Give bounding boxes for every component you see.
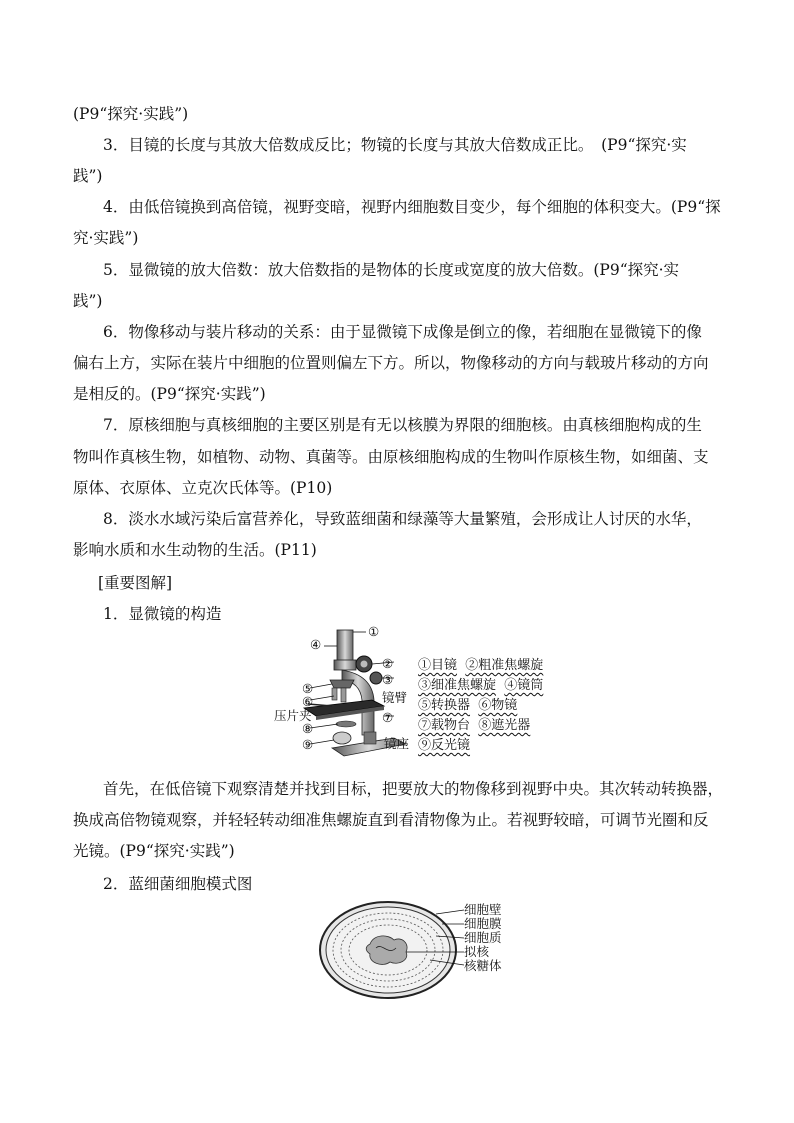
text-line: 3．目镜的长度与其放大倍数成反比；物镜的长度与其放大倍数成正比。 (P9“探究·实 (103, 136, 687, 154)
label-arm: 镜臂 (382, 690, 408, 705)
legend-row (418, 654, 543, 673)
legend-item: ①目镜 (418, 658, 458, 673)
text-line: 7．原核细胞与真核细胞的主要区别是有无以核膜为界限的细胞核。由真核细胞构成的生 (103, 416, 702, 434)
marker-7: ⑦ (382, 710, 394, 725)
legend-row (418, 674, 543, 693)
text-line: 物叫作真核生物，如植物、动物、真菌等。由原核细胞构成的生物叫作原核生物，如细菌、支 (73, 448, 709, 466)
section-subheading: 1．显微镜的构造 (103, 605, 222, 623)
legend-item: ⑤转换器 (418, 698, 471, 713)
marker-9: ⑨ (302, 737, 314, 752)
label-cell-membrane: 细胞膜 (464, 916, 502, 931)
cell-illustration (318, 898, 478, 1002)
legend-item: ⑧遮光器 (478, 718, 531, 733)
marker-5: ⑤ (302, 681, 314, 696)
section-heading: [重要图解] (98, 574, 173, 592)
legend-item: ⑥物镜 (478, 698, 518, 713)
legend-item: ⑨反光镜 (418, 738, 471, 753)
text-line: 究·实践”) (73, 229, 139, 247)
legend-row (418, 714, 530, 733)
marker-4: ④ (310, 637, 322, 652)
text-line: 首先，在低倍镜下观察清楚并找到目标，把要放大的物像移到视野中央。其次转动转换器， (103, 780, 724, 798)
legend-item: ②粗准焦螺旋 (465, 658, 544, 673)
section-subheading: 2．蓝细菌细胞模式图 (103, 875, 253, 893)
text-line: 6．物像移动与装片移动的关系：由于显微镜下成像是倒立的像，若细胞在显微镜下的像 (103, 323, 702, 341)
text-line: 原体、衣原体、立克次氏体等。(P10) (73, 479, 333, 497)
marker-1: ① (368, 624, 380, 639)
text-line: (P9“探究·实践”) (73, 105, 189, 123)
label-base: 镜座 (384, 736, 410, 751)
legend-row (418, 734, 470, 753)
text-line: 4．由低倍镜换到高倍镜，视野变暗，视野内细胞数目变少，每个细胞的体积变大。(P9“探 (103, 198, 721, 216)
text-line: 5．显微镜的放大倍数：放大倍数指的是物体的长度或宽度的放大倍数。(P9“探究·实 (103, 261, 680, 279)
label-cytoplasm: 细胞质 (464, 930, 502, 945)
legend-item: ⑦载物台 (418, 718, 471, 733)
marker-3: ③ (382, 672, 394, 687)
cyanobacteria-cell-diagram (318, 898, 518, 1002)
marker-8: ⑧ (302, 721, 314, 736)
text-line: 践”) (73, 292, 103, 310)
label-stage-clip: 压片夹 (274, 708, 312, 723)
text-line: 光镜。(P9“探究·实践”) (73, 842, 235, 860)
label-ribosome: 核糖体 (464, 958, 502, 973)
label-cell-wall: 细胞壁 (464, 902, 502, 917)
legend-item: ③细准焦螺旋 (418, 678, 497, 693)
text-line: 影响水质和水生动物的生活。(P11) (73, 541, 317, 559)
text-line: 换成高倍物镜观察，并轻轻转动细准焦螺旋直到看清物像为止。若视野较暗，可调节光圈和反 (73, 811, 709, 829)
label-nucleoid: 拟核 (464, 944, 490, 959)
legend-row (418, 694, 517, 713)
text-line: 偏右上方，实际在装片中细胞的位置则偏左下方。所以，物像移动的方向与载玻片移动的方向 (73, 354, 709, 372)
text-line: 8．淡水水域污染后富营养化，导致蓝细菌和绿藻等大量繁殖，会形成让人讨厌的水华， (103, 510, 702, 528)
marker-2: ② (382, 656, 394, 671)
marker-6: ⑥ (302, 694, 314, 709)
legend-item: ④镜筒 (504, 678, 544, 693)
text-line: 是相反的。(P9“探究·实践”) (73, 385, 266, 403)
text-line: 践”) (73, 167, 103, 185)
microscope-diagram (272, 620, 562, 760)
